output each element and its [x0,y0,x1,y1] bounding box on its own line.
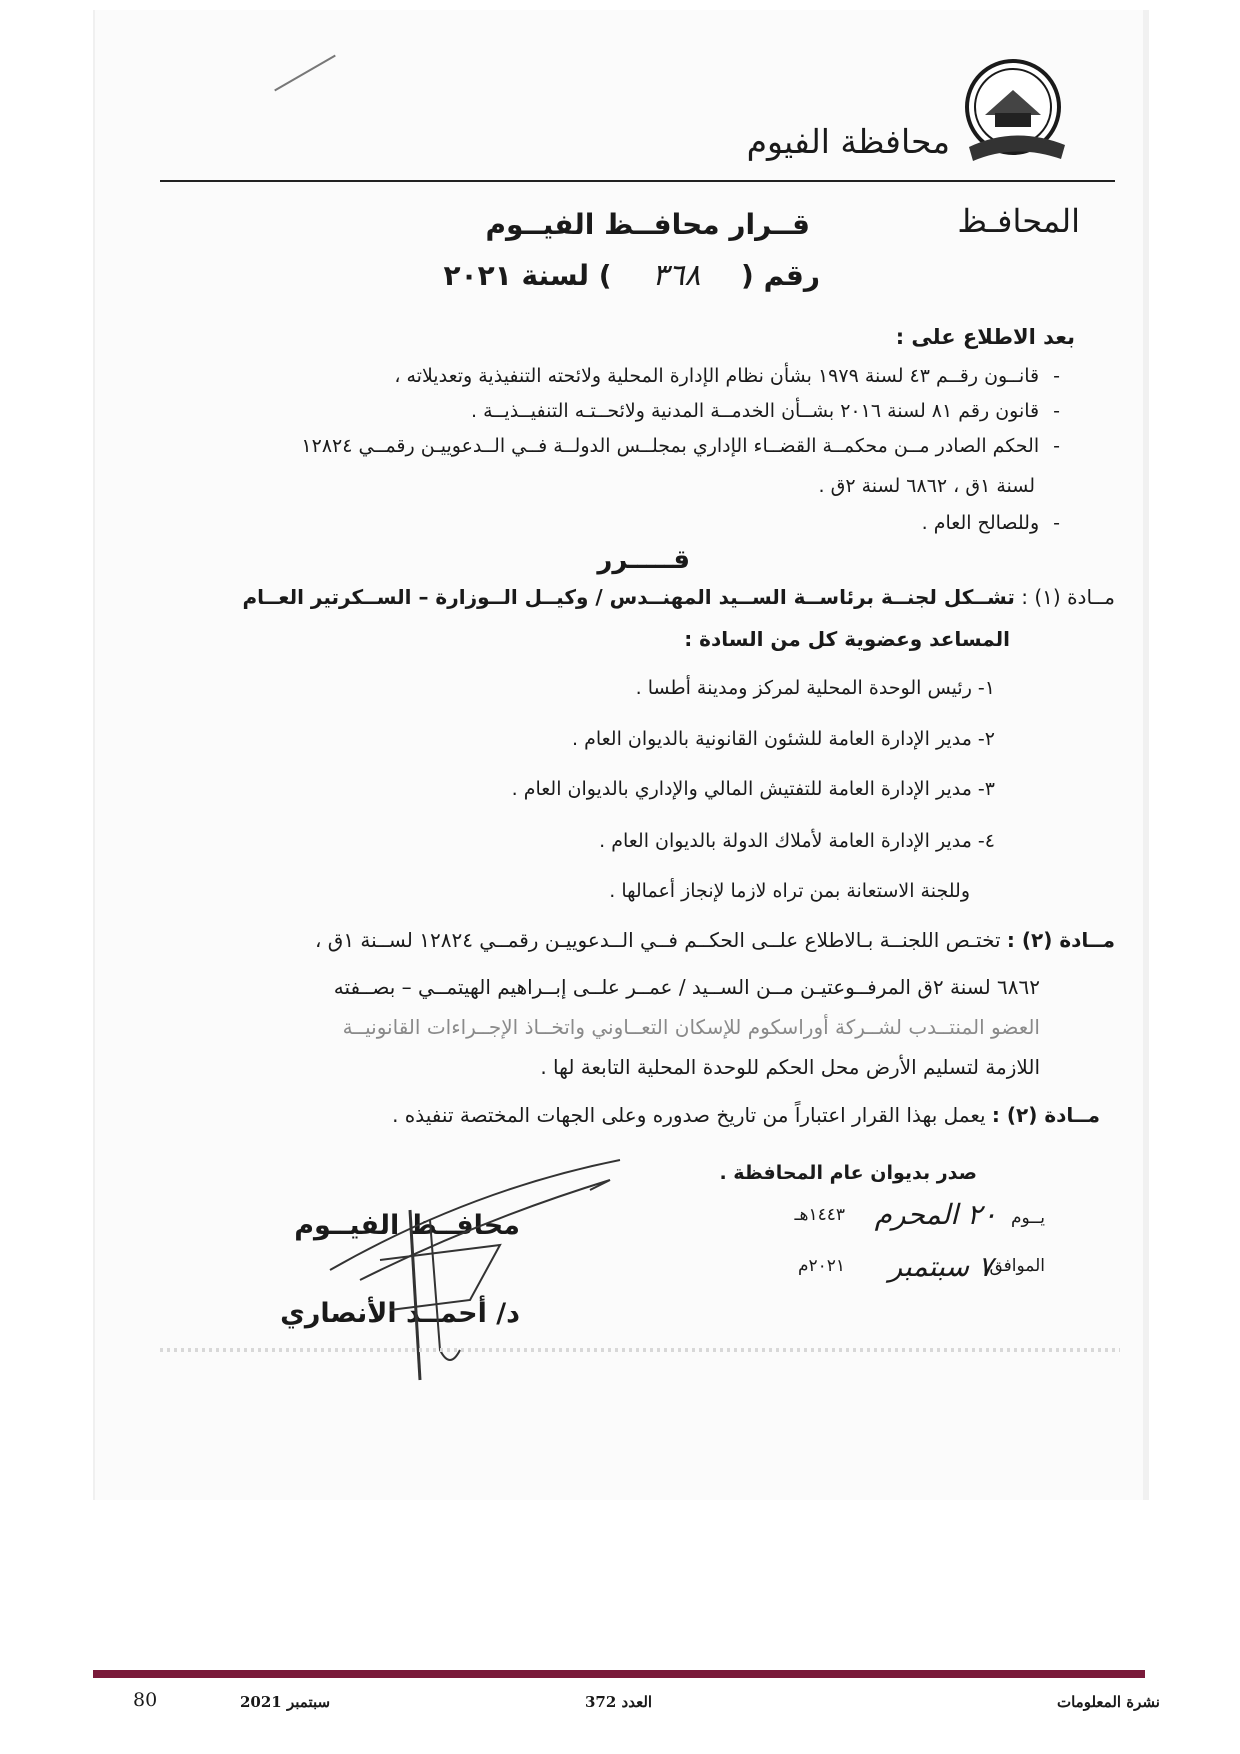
article-2-line-faded: العضو المنتــدب لشــركة أوراسكوم للإسكان التعــاوني واتخــاذ الإجــراءات القانونيــة [342,1015,1040,1039]
article-1-continued: المساعد وعضوية كل من السادة : [684,627,1010,651]
decree-title: قــرار محافــظ الفيــوم [485,208,810,241]
hijri-year: ١٤٤٣هـ [794,1205,845,1225]
handwritten-signature [320,1150,650,1390]
committee-member: ٣- مدير الإدارة العامة للتفتيش المالي والإداري بالديوان العام . [511,778,995,800]
article-2 [315,928,1115,952]
footer-issue: العدد 372 [585,1693,653,1711]
article-3 [392,1103,1100,1127]
article-label: مــادة (٢) : [991,1103,1100,1127]
header-divider [160,180,1115,182]
committee-member: ٤- مدير الإدارة العامة لأملاك الدولة بالديوان العام . [599,830,995,852]
decree-number-prefix: رقم ( [741,259,820,292]
article-1 [242,585,1115,609]
article-text: يعمل بهذا القرار اعتباراً من تاريخ صدوره وعلى الجهات المختصة تنفيذه . [392,1103,986,1127]
footer-date: سبتمبر 2021 [240,1693,331,1711]
footer-bar [93,1670,1145,1678]
article-2-line: ٦٨٦٢ لسنة ٢ق المرفــوعتيـن مــن الســيد / عمــر علــى إبــراهيم الهيتمــي – بصــفته [333,975,1040,999]
office-label: المحافـظ [957,202,1080,240]
signatory-name: د/ أحمــد الأنصاري [280,1298,520,1329]
reference-item: -قانون رقم ٨١ لسنة ٢٠١٦ بشــأن الخدمــة المدنية ولائحــتـه التنفيــذيــة . [471,400,1060,422]
article-text: تختـص اللجنــة بـالاطلاع علــى الحكــم فــي الــدعوييـن رقمــي ١٢٨٢٤ لســنة ١ق ، [314,928,1001,952]
decision-heading: قـــــرر [597,545,690,575]
gregorian-label: الموافق [989,1256,1045,1276]
gregorian-handwritten: ٧ سبتمبر [888,1250,993,1283]
page-number: 80 [133,1689,158,1711]
reference-item: -قانــون رقــم ٤٣ لسنة ١٩٧٩ بشأن نظام الإدارة المحلية ولائحته التنفيذية وتعديلاته ، [394,365,1060,387]
footer-publication: نشرة المعلومات [1056,1693,1160,1711]
committee-member: ٢- مدير الإدارة العامة للشئون القانونية بالديوان العام . [572,728,995,750]
article-label: مــادة (٢) : [1006,928,1115,952]
article-label: مــادة (١) : [1021,585,1115,609]
reference-item-continued: لسنة ١ق ، ٦٨٦٢ لسنة ٢ق . [818,475,1035,497]
scan-edge [93,10,95,1500]
scan-artifact [160,1348,1120,1352]
gregorian-year: ٢٠٢١م [797,1256,845,1276]
governorate-emblem-icon [955,55,1075,170]
decree-number-suffix: ) لسنة ٢٠٢١ [443,259,612,292]
day-handwritten: ٢٠ المحرم [874,1198,997,1231]
reference-item: -وللصالح العام . [921,512,1060,534]
issuance-statement: صدر بديوان عام المحافظة . [719,1162,977,1184]
article-2-line: اللازمة لتسليم الأرض محل الحكم للوحدة المحلية التابعة لها . [540,1055,1040,1079]
decree-number [443,258,820,293]
committee-closing: وللجنة الاستعانة بمن تراه لازما لإنجاز أعمالها . [609,880,970,902]
committee-member: ١- رئيس الوحدة المحلية لمركز ومدينة أطسا . [635,677,995,699]
article-text: تشــكل لجنــة برئاســة الســيد المهنــدس / وكيــل الــوزارة – الســكرتير العــام [242,585,1015,609]
signatory-title: محافــظ الفيــوم [294,1210,520,1241]
reference-item: -الحكم الصادر مــن محكمــة القضــاء الإداري بمجلــس الدولــة فــي الــدعوييـن رقمــي ١٢٨٢٤ [301,435,1060,457]
governorate-name: محافظة الفيوم [746,122,950,161]
decree-number-handwritten: ٣٦٨ [652,258,701,293]
day-label: يــوم [1011,1208,1045,1228]
preamble-heading: بعد الاطلاع على : [895,325,1075,349]
scan-edge [1143,10,1149,1500]
